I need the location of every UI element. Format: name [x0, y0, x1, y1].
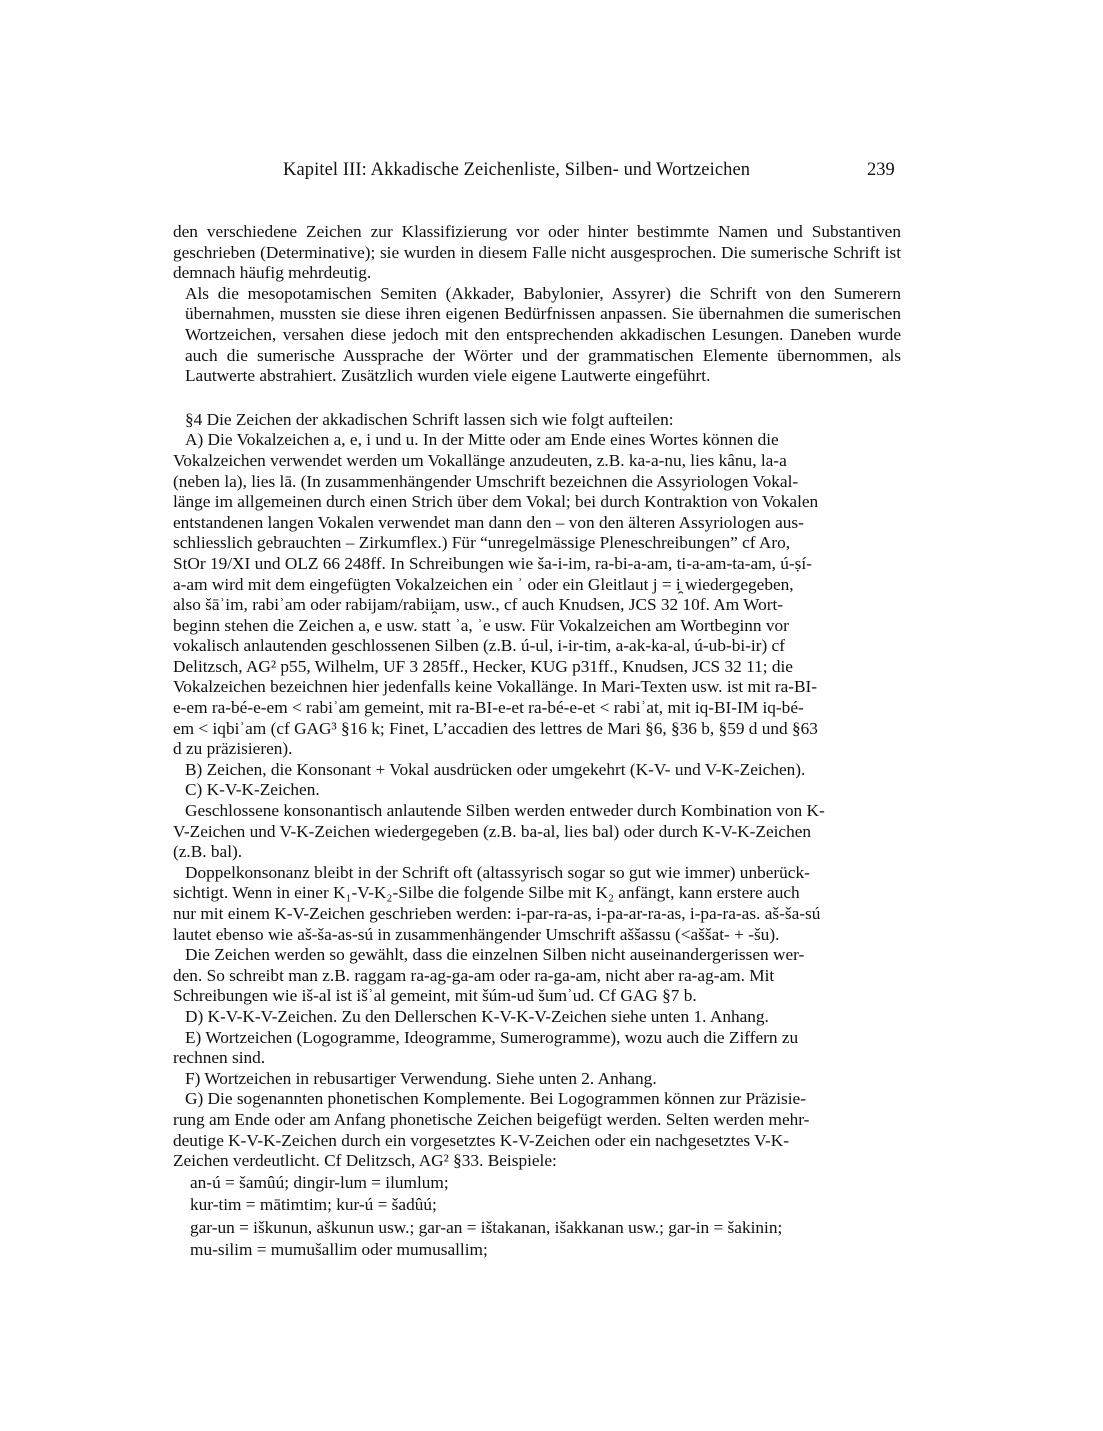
- section-a-continued: [173, 451, 901, 760]
- section-4-heading: §4 Die Zeichen der akkadischen Schrift lassen sich wie folgt aufteilen:: [185, 409, 674, 429]
- section-a-line: Delitzsch, AG² p55, Wilhelm, UF 3 285ff., Hecker, KUG p31ff., Knudsen, JCS 32 11; die: [173, 656, 793, 676]
- section-a-line: schliesslich gebrauchten – Zirkumflex.) Für “unregelmässige Pleneschreibungen” cf Aro,: [173, 533, 791, 553]
- section-a-line: e-em ra-bé-e-em < rabiʾam gemeint, mit ra-BI-e-et ra-bé-e-et < rabiʾat, mit iq-BI-IM iq-bé-: [173, 698, 804, 718]
- section-a-line: A) Die Vokalzeichen a, e, i und u. In der Mitte oder am Ende eines Wortes können die: [185, 430, 779, 450]
- paragraph-double-consonants: Doppelkonsonanz bleibt in der Schrift oft (altassyrisch sogar so gut wie immer) unberück- sichtigt. Wenn in einer K₁-V-K₂-Silbe die folgende Silbe mit K₂ anfängt, kann erstere auch nur mit einem K-V-Zeichen geschrieben werden: i-par-ra-as, i-pa-ar-ra-as, i-pa-ra-as. aš-ša-sú lautet ebenso wie aš-ša-as-sú in zusammenhängender Umschrift aššassu (<aššat- + -šu).: [173, 862, 821, 944]
- section-d: D) K-V-K-V-Zeichen. Zu den Dellerschen K-V-K-V-Zeichen siehe unten 1. Anhang.: [185, 1006, 769, 1026]
- section-f: F) Wortzeichen in rebusartiger Verwendung. Siehe unten 2. Anhang.: [185, 1068, 657, 1088]
- section-a-line: em < iqbiʾam (cf GAG³ §16 k; Finet, L’accadien des lettres de Mari §6, §36 b, §59 d und §63: [173, 718, 818, 738]
- section-c: C) K-V-K-Zeichen.: [185, 780, 320, 800]
- paragraph-closed-syllables: Geschlossene konsonantisch anlautende Silben werden entweder durch Kombination von K- V-Zeichen und V-K-Zeichen wiedergegeben (z.B. ba-al, lies bal) oder durch K-V-K-Zeichen (z.B. bal).: [173, 801, 825, 862]
- section-a-line: länge im allgemeinen durch einen Strich über dem Vokal; bei durch Kontraktion von Vokalen: [173, 492, 819, 512]
- paragraph-sign-choice: Die Zeichen werden so gewählt, dass die einzelnen Silben nicht auseinandergerissen wer- den. So schreibt man z.B. raggam ra-ag-ga-am oder ra-ga-am, nicht aber ra-ag-am. Mit Schreibungen wie iš-al ist išʾal gemeint, mit šúm-ud šumʾud. Cf GAG §7 b.: [173, 945, 805, 1006]
- example-line: an-ú = šamûú; dingir-lum = ilumlum;: [190, 1172, 449, 1192]
- section-a-line: Vokalzeichen bezeichnen hier jedenfalls keine Vokallänge. In Mari-Texten usw. ist mit ra-BI-: [173, 677, 818, 697]
- section-a-line: vokalisch anlautenden geschlossenen Silben (z.B. ú-ul, i-ir-tim, a-ak-ka-al, ú-ub-bi-ir) cf: [173, 636, 785, 656]
- section-b: B) Zeichen, die Konsonant + Vokal ausdrücken oder umgekehrt (K-V- und V-K-Zeichen).: [185, 759, 806, 779]
- section-a: [173, 430, 901, 451]
- example-line: gar-un = iškunun, aškunun usw.; gar-an = ištakanan, išakkanan usw.; gar-in = šakinin;: [190, 1217, 783, 1237]
- section-a-line: (neben la), lies lā. (In zusammenhängender Umschrift bezeichnen die Assyriologen Vokal-: [173, 471, 799, 491]
- section-e: E) Wortzeichen (Logogramme, Ideogramme, Sumerogramme), wozu auch die Ziffern zu rechnen sind.: [173, 1027, 799, 1068]
- section-a-line: StOr 19/XI und OLZ 66 248ff. In Schreibungen wie ša-i-im, ra-bi-a-am, ti-a-am-ta-am, ú-ṣí-: [173, 553, 812, 573]
- section-a-line: a-am wird mit dem eingefügten Vokalzeichen ein ʾ oder ein Gleitlaut j = i̯ wiedergegeben,: [173, 574, 794, 594]
- section-g: G) Die sogenannten phonetischen Komplemente. Bei Logogrammen können zur Präzisie- rung am Ende oder am Anfang phonetische Zeichen beigefügt werden. Selten werden mehr- deutige K-V-K-Zeichen durch ein vorgesetztes K-V-Zeichen oder ein nachgesetztes V-K- Zeichen verdeutlicht. Cf Delitzsch, AG² §33. Beispiele:: [173, 1089, 810, 1171]
- section-a-line: also šāʾim, rabiʾam oder rabijam/rabii̯am, usw., cf auch Knudsen, JCS 32 10f. Am Wort-: [173, 595, 784, 615]
- paragraph-semites: Als die mesopotamischen Semiten (Akkader, Babylonier, Assyrer) die Schrift von den Sumerern übernahmen, mussten sie diese ihren eigenen Bedürfnissen anpassen. Sie übernahmen die sumerischen Wortzeichen, versahen diese jedoch mit den entsprechenden akkadischen Lesungen. Daneben wurde auch die sumerische Aussprache der Wörter und der grammatischen Elemente übernommen, als Lautwerte abstrahiert. Zusätzlich wurden viele eigene Lautwerte eingeführt.: [185, 283, 901, 386]
- examples-list: [173, 1172, 901, 1262]
- paragraph-determinatives: den verschiedene Zeichen zur Klassifizierung vor oder hinter bestimmte Namen und Substantiven geschrieben (Determinative); sie wurden in diesem Falle nicht ausgesprochen. Die sumerische Schrift ist demnach häufig mehrdeutig.: [173, 222, 901, 283]
- running-head: Kapitel III: Akkadische Zeichenliste, Silben- und Wortzeichen: [283, 160, 751, 180]
- section-a-line: entstandenen langen Vokalen verwendet man dann den – von den älteren Assyriologen aus-: [173, 512, 804, 532]
- example-line: kur-tim = mātimtim; kur-ú = šadûú;: [190, 1195, 437, 1215]
- section-a-line: Vokalzeichen verwendet werden um Vokallänge anzudeuten, z.B. ka-a-nu, lies kânu, la-a: [173, 450, 787, 470]
- page-number: 239: [867, 160, 895, 180]
- section-a-line: d zu präzisieren).: [173, 739, 293, 759]
- main-text: [173, 222, 901, 1262]
- example-line: mu-silim = mumušallim oder mumusallim;: [190, 1240, 488, 1260]
- section-a-line: beginn stehen die Zeichen a, e usw. statt ʾa, ʾe usw. Für Vokalzeichen am Wortbeginn vor: [173, 615, 789, 635]
